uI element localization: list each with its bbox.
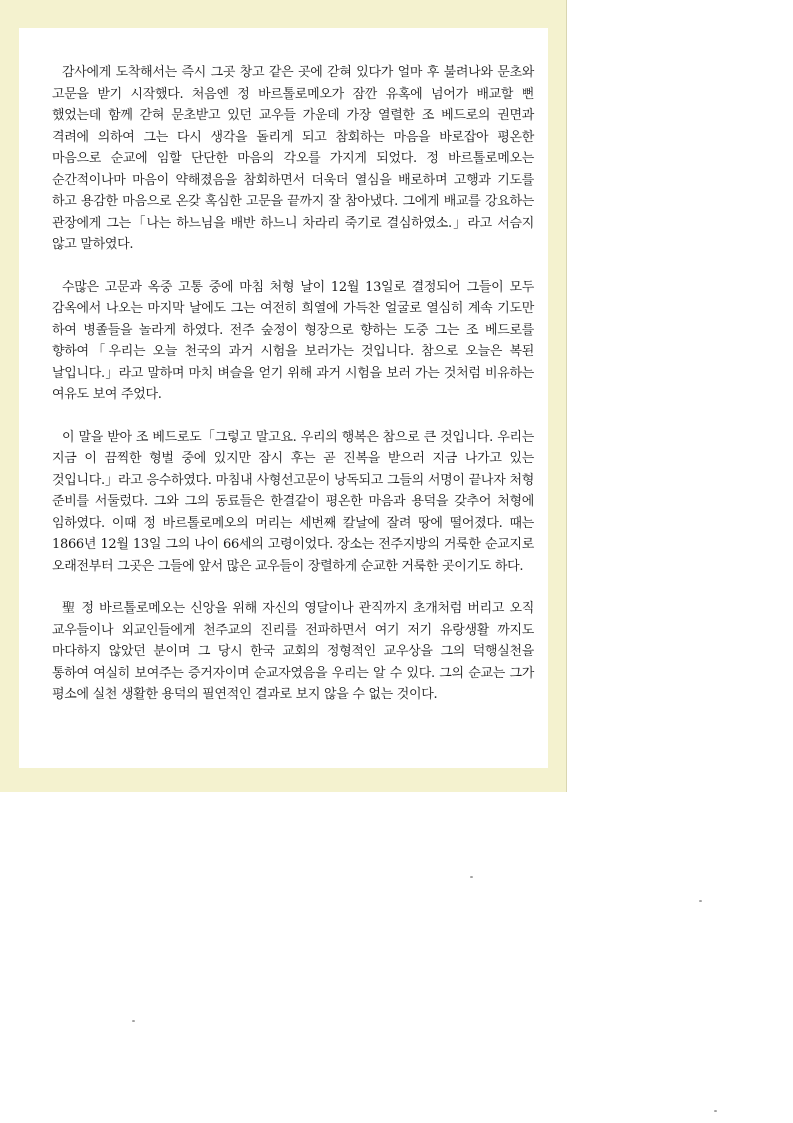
paragraph-3: 이 말을 받아 조 베드로도「그렇고 말고요. 우리의 행복은 참으로 큰 것입니다. 우리는 지금 이 끔찍한 형벌 중에 있지만 잠시 후는 곧 진복을 받으러 지금 나가고 있는 것입니다.」라고 응수하였다. 마침내 사형선고문이 낭독되고 그들의 서명이 끝나자 처형 준비를 서둘렀다. 그와 그의 동료들은 한결같이 평온한 마음과 용덕을 갖추어 처형에 임하였다. 이때 정 바르톨로메오의 머리는 세번째 칼날에 잘려 땅에 떨어졌다. 때는 1866년 12월 13일 그의 나이 66세의 고령이었다. 장소는 전주지방의 거룩한 순교지로 오래전부터 그곳은 그들에 앞서 많은 교우들이 장렬하게 순교한 거룩한 곳이기도 하다. <box>52 429 534 574</box>
paragraph-1: 감사에게 도착해서는 즉시 그곳 창고 같은 곳에 갇혀 있다가 얼마 후 불려나와 문초와 고문을 받기 시작했다. 처음엔 정 바르톨로메오가 잠깐 유혹에 넘어가 배교할 뻔 했었는데 함께 갇혀 문초받고 있던 교우들 가운데 가장 열렬한 조 베드로의 권면과 격려에 의하여 그는 다시 생각을 돌리게 되고 참회하는 마음을 바로잡아 평온한 마음으로 순교에 임할 단단한 마음의 각오를 가지게 되었다. 정 바르톨로메오는 순간적이나마 마음이 약해졌음을 참회하면서 더욱더 열심을 배로하며 고행과 기도를 하고 용감한 마음으로 온갖 혹심한 고문을 끝까지 잘 참아냈다. 그에게 배교를 강요하는 관장에게 그는「나는 하느님을 배반 하느니 차라리 죽기로 결심하였소.」라고 서슴지 않고 말하였다. <box>52 65 534 252</box>
scan-speck <box>132 1020 135 1022</box>
body-text <box>52 62 534 706</box>
scan-speck <box>714 1110 717 1112</box>
scan-speck <box>699 900 702 902</box>
paragraph-2: 수많은 고문과 옥중 고통 중에 마침 처형 날이 12월 13일로 결정되어 그들이 모두 감옥에서 나오는 마지막 날에도 그는 여전히 희열에 가득찬 얼굴로 열심히 계속 기도만 하여 병졸들을 놀라게 하였다. 전주 숲정이 형장으로 향하는 도중 그는 조 베드로를 향하여「우리는 오늘 천국의 과거 시험을 보러가는 것입니다. 참으로 오늘은 복된 날입니다.」라고 말하며 마치 벼슬을 얻기 위해 과거 시험을 보러 가는 것처럼 비유하는 여유도 보여 주었다. <box>52 279 534 402</box>
scan-speck <box>470 876 473 878</box>
paragraph-4: 聖 정 바르톨로메오는 신앙을 위해 자신의 영달이나 관직까지 초개처럼 버리고 오직 교우들이나 외교인들에게 천주교의 진리를 전파하면서 여기 저기 유랑생활 까지도 마다하지 않았던 분이며 그 당시 한국 교회의 정형적인 교우상을 그의 덕행실천을 통하여 여실히 보여주는 증거자이며 순교자였음을 우리는 알 수 있다. 그의 순교는 그가 평소에 실천 생활한 용덕의 필연적인 결과로 보지 않을 수 없는 것이다. <box>52 601 534 702</box>
content-card <box>19 28 548 768</box>
